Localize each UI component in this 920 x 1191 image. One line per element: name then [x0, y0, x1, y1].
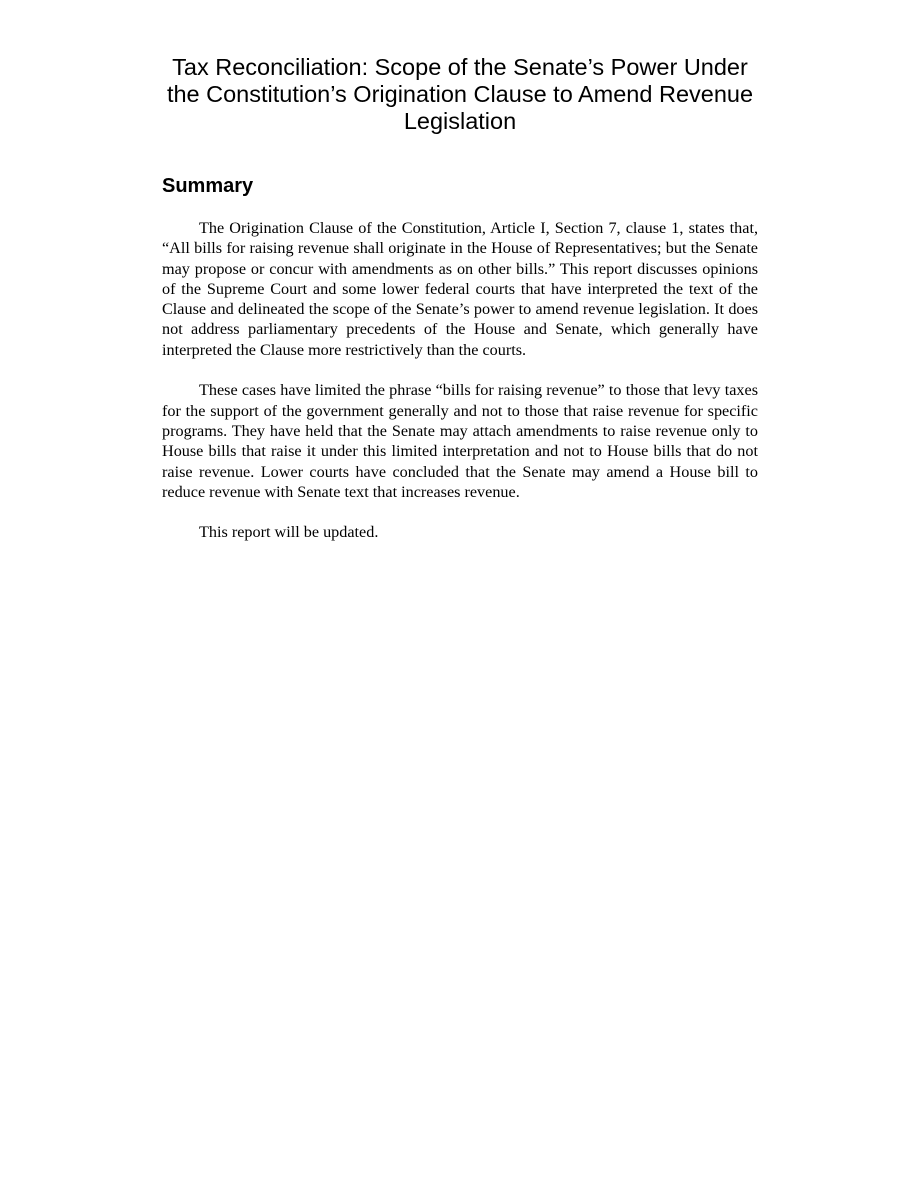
summary-paragraph: These cases have limited the phrase “bills for raising revenue” to those that levy taxes for the support of the government generally and not to those that raise revenue for specific programs. They have held that the Senate may attach amendments to raise revenue only to House bills that raise it under this limited interpretation and not to House bills that do not raise revenue. Lower courts have concluded that the Senate may amend a House bill to reduce revenue with Senate text that increases revenue. — [162, 381, 758, 501]
document-title: Tax Reconciliation: Scope of the Senate’s Power Under the Constitution’s Origination Clause to Amend Revenue Legislation — [166, 54, 754, 134]
summary-paragraph: This report will be updated. — [199, 523, 379, 542]
summary-body — [162, 218, 758, 543]
document-page — [162, 54, 758, 563]
summary-paragraph: The Origination Clause of the Constitution, Article I, Section 7, clause 1, states that, “All bills for raising revenue shall originate in the House of Representatives; but the Senate may propose or concur with amendments as on other bills.” This report discusses opinions of the Supreme Court and some lower federal courts that have interpreted the text of the Clause and delineated the scope of the Senate’s power to amend revenue legislation. It does not address parliamentary precedents of the House and Senate, which generally have interpreted the Clause more restrictively than the courts. — [162, 219, 758, 359]
summary-heading: Summary — [162, 175, 254, 197]
